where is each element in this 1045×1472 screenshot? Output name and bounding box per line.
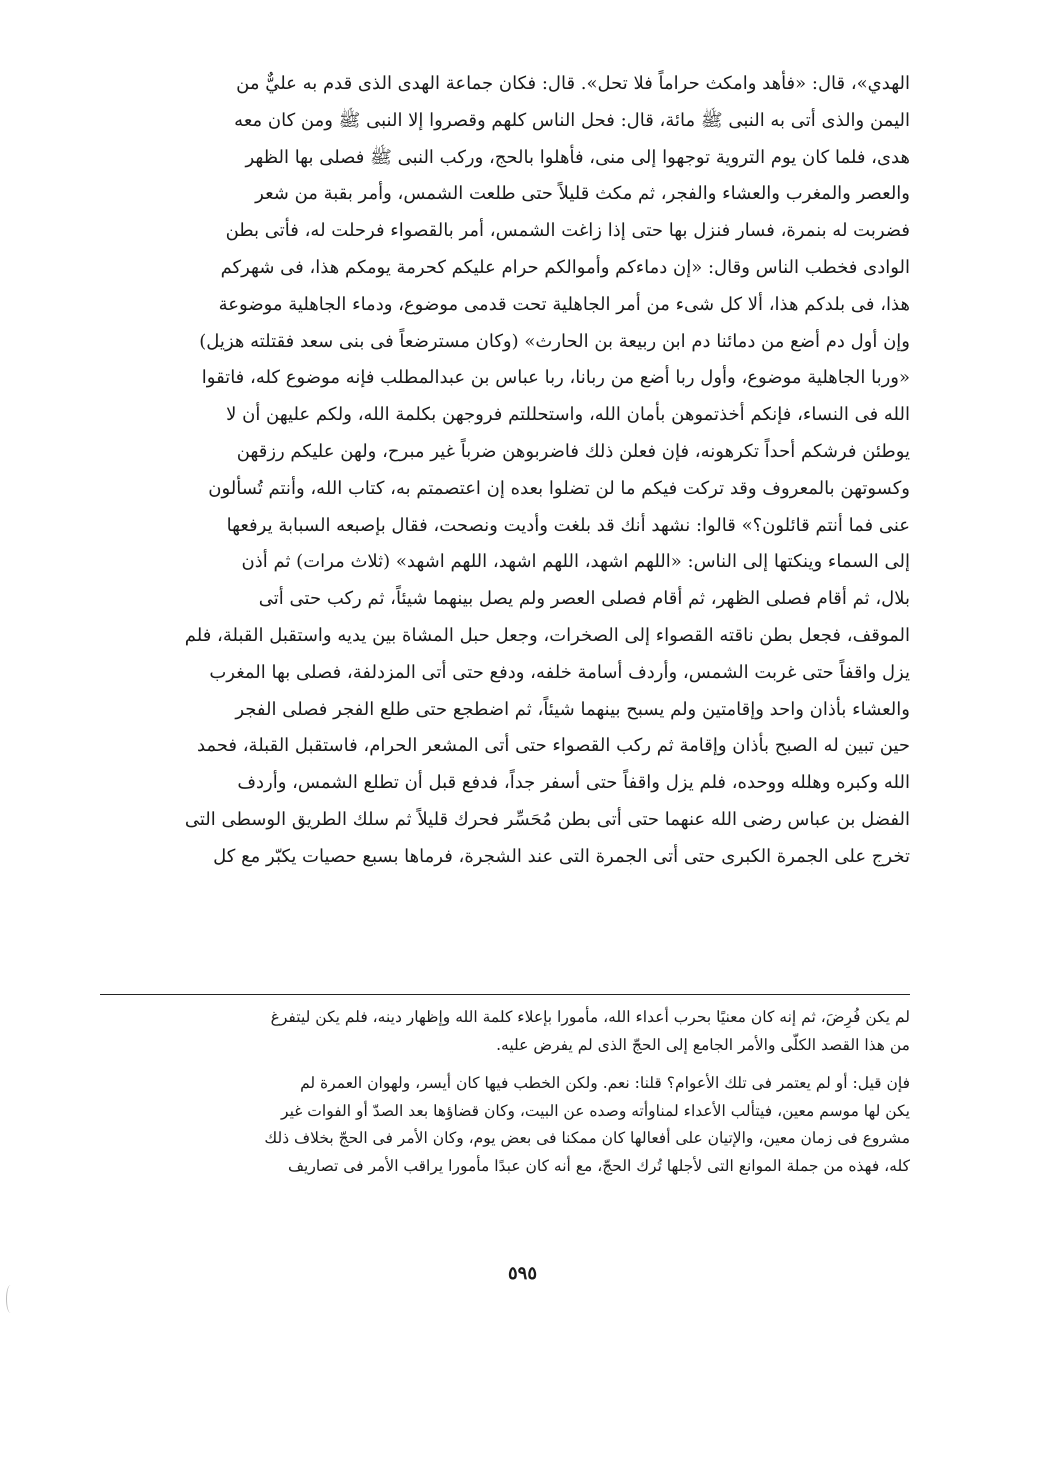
footnote-line: يكن لها موسم معين، فيتألب الأعداء لمناوأته وصده عن البيت، وكان قضاؤها بعد الصدّ أو الفوات غير	[281, 1101, 910, 1120]
footnote-line: من هذا القصد الكلّى والأمر الجامع إلى الحجّ الذى لم يفرض عليه.	[496, 1035, 910, 1054]
page-number: ٥٩٥	[507, 1263, 537, 1284]
text-line: الفضل بن عباس رضى الله عنهما حتى أتى بطن مُحَسِّر فحرك قليلاً ثم سلك الطريق الوسطى التى	[184, 808, 910, 830]
scan-margin-mark	[6, 1285, 15, 1313]
text-line: هذا، فى بلدكم هذا، ألا كل شىء من أمر الجاهلية تحت قدمى موضوع، ودماء الجاهلية موضوعة	[218, 293, 910, 315]
text-line: الله فى النساء، فإنكم أخذتموهن بأمان الله، واستحللتم فروجهن بكلمة الله، ولكم عليهن أن لا	[226, 404, 910, 426]
text-line: إلى السماء وينكتها إلى الناس: «اللهم اشهد، اللهم اشهد، اللهم اشهد» (ثلاث مرات) ثم أذن	[241, 551, 910, 573]
text-line: الله وكبره وهلله ووحده، فلم يزل واقفاً حتى أسفر جداً، فدفع قبل أن تطلع الشمس، وأردف	[237, 772, 910, 794]
text-line: الموقف، فجعل بطن ناقته القصواء إلى الصخرات، وجعل حبل المشاة بين يديه واستقبل القبلة، فلم	[184, 624, 910, 646]
text-line: «وربا الجاهلية موضوع، وأول ربا أضع من ربانا، ربا عباس بن عبدالمطلب فإنه موضوع كله، فاتقوا	[201, 367, 910, 389]
text-line: والعصر والمغرب والعشاء والفجر، ثم مكث قليلاً حتى طلعت الشمس، وأمر بقبة من شعر	[255, 183, 910, 205]
text-line: تخرج على الجمرة الكبرى حتى أتى الجمرة التى عند الشجرة، فرماها بسبع حصيات يكبّر مع كل	[213, 845, 910, 867]
text-line: وكسوتهن بالمعروف وقد تركت فيكم ما لن تضلوا بعده إن اعتصمتم به، كتاب الله، وأنتم تُسألون	[208, 477, 910, 499]
text-line: الهدي»، قال: «فأهد وامكث حراماً فلا تحل». قال: فكان جماعة الهدى الذى قدم به عليٌّ من	[236, 73, 910, 94]
text-line: حين تبين له الصبح بأذان وإقامة ثم ركب القصواء حتى أتى المشعر الحرام، فاستقبل القبلة، فحمد	[196, 735, 910, 757]
text-line: وإن أول دم أضع من دمائنا دم ابن ربيعة بن الحارث» (وكان مسترضعاً فى بنى سعد فقتلته هزيل)	[199, 330, 910, 352]
main-text-body	[100, 66, 910, 876]
text-line: والعشاء بأذان واحد وإقامتين ولم يسبح بينهما شيئاً، ثم اضطجع حتى طلع الفجر فصلى الفجر	[235, 698, 910, 720]
text-line: الوادى فخطب الناس وقال: «إن دماءكم وأموالكم حرام عليكم كحرمة يومكم هذا، فى شهركم	[220, 256, 910, 278]
footnote-gap	[100, 1059, 910, 1070]
text-line: عنى فما أنتم قائلون؟» قالوا: نشهد أنك قد بلغت وأديت ونصحت، فقال بإصبعه السبابة يرفعها	[226, 514, 910, 536]
footnote-line: كله، فهذه من جملة الموانع التى لأجلها تُرك الحجّ، مع أنه كان عبدًا مأمورا يراقب الأمر فى تصاريف	[288, 1156, 910, 1175]
text-line: فضربت له بنمرة، فسار فنزل بها حتى إذا زاغت الشمس، أمر بالقصواء فرحلت له، فأتى بطن	[225, 220, 910, 242]
text-line: يوطئن فرشكم أحداً تكرهونه، فإن فعلن ذلك فاضربوهن ضرباً غير مبرح، ولهن عليكم رزقهن	[236, 440, 910, 462]
footnote-line: مشروع فى زمان معين، والإتيان على أفعالها كان ممكنا فى بعض يوم، وكان الأمر فى الحجّ بخلاف ذلك	[264, 1129, 910, 1147]
footnote-line: لم يكن فُرِضَ، ثم إنه كان معنيًا بحرب أعداء الله، مأمورا بإعلاء كلمة الله وإظهار دينه، فلم يكن ليتفرغ	[270, 1008, 910, 1026]
text-line: اليمن والذى أتى به النبى ﷺ مائة، قال: فحل الناس كلهم وقصروا إلا النبى ﷺ ومن كان معه	[234, 109, 910, 131]
footnote-line: فإن قيل: أو لم يعتمر فى تلك الأعوام؟ قلنا: نعم. ولكن الخطب فيها كان أيسر، ولهوان العمرة لم	[300, 1074, 910, 1092]
text-line: بلال، ثم أقام فصلى الظهر، ثم أقام فصلى العصر ولم يصل بينهما شيئاً، ثم ركب حتى أتى	[258, 588, 910, 610]
footnotes	[100, 1004, 910, 1180]
text-line: يزل واقفاً حتى غربت الشمس، وأردف أسامة خلفه، ودفع حتى أتى المزدلفة، فصلى بها المغرب	[209, 661, 910, 683]
footnote-divider	[100, 994, 910, 995]
text-line: هدى، فلما كان يوم التروية توجهوا إلى منى، فأهلوا بالحج، وركب النبى ﷺ فصلى بها الظهر	[245, 146, 910, 168]
